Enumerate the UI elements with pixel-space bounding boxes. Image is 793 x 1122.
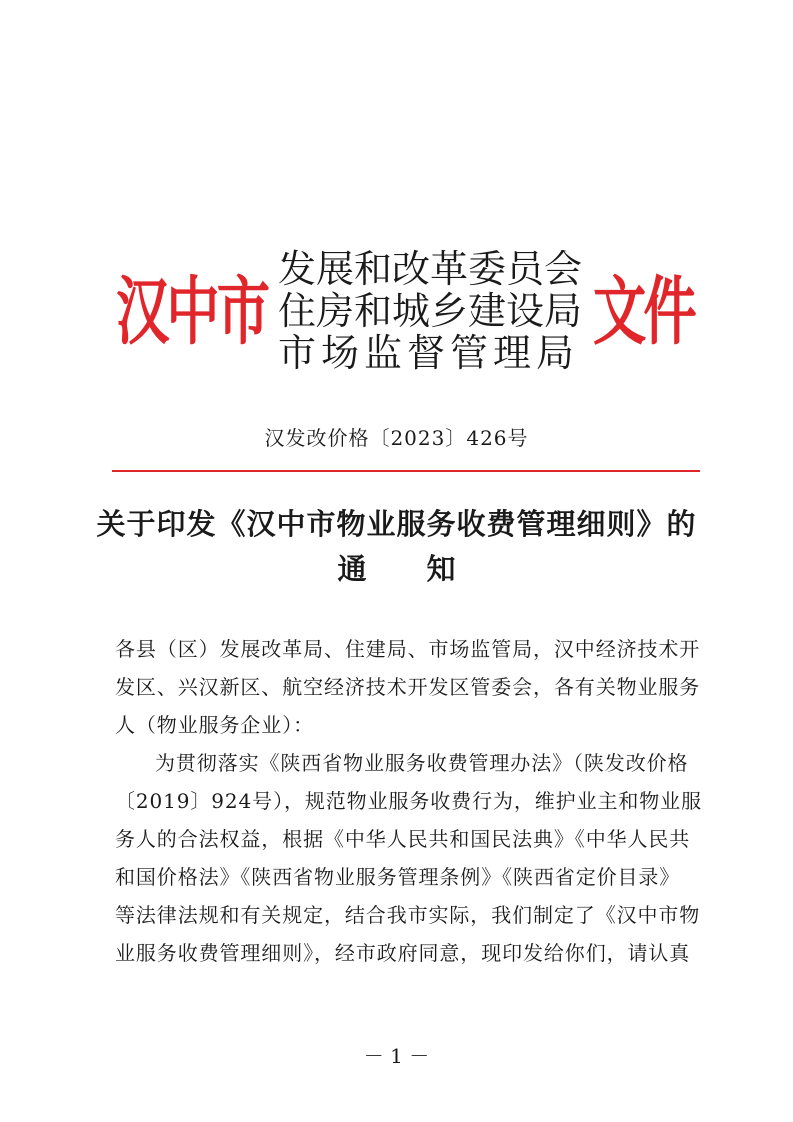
paragraph-line: 和国价格法》《陕西省物业服务管理条例》《陕西省定价目录》: [115, 865, 681, 889]
paragraph-line: 务人的合法权益，根据《中华人民共和国民法典》《中华人民共: [115, 827, 691, 851]
paragraph-line: 为贯彻落实《陕西省物业服务收费管理办法》（陕发改价格: [155, 751, 689, 775]
addressee-line: 人（物业服务企业）：: [115, 713, 314, 737]
org-housing-construction: 住房和城乡建设局: [278, 289, 583, 333]
title-char-tong: 通: [337, 552, 367, 586]
paragraph-line: 等法律法规和有关规定，结合我市实际，我们制定了《汉中市物: [115, 903, 701, 927]
document-title: 关于印发《汉中市物业服务收费管理细则》的: [96, 507, 697, 541]
document-title-line2: [0, 550, 793, 588]
document-number: 汉发改价格〔2023〕426号: [264, 426, 529, 450]
document-type-heading: 文件: [593, 269, 694, 355]
red-separator-line: [112, 470, 700, 472]
addressee-block: [115, 630, 701, 744]
addressee-line: 发区、兴汉新区、航空经济技术开发区管委会，各有关物业服务: [115, 675, 701, 699]
body-paragraph: [115, 744, 702, 972]
org-market-supervision: 市场监督管理局: [278, 331, 580, 375]
document-body: [115, 630, 702, 972]
paragraph-line: 〔2019〕924号），规范物业服务收费行为，维护业主和物业服: [115, 789, 702, 813]
issuing-organizations: [278, 248, 588, 374]
addressee-line: 各县（区）发展改革局、住建局、市场监管局，汉中经济技术开: [115, 637, 701, 661]
page-number: － 1 －: [363, 1044, 430, 1068]
org-development-reform: 发展和改革委员会: [278, 247, 583, 291]
issuer-city-heading: 汉中市: [116, 269, 268, 355]
paragraph-line: 业服务收费管理细则》，经市政府同意，现印发给你们，请认真: [115, 941, 691, 965]
title-char-zhi: 知: [426, 552, 456, 586]
